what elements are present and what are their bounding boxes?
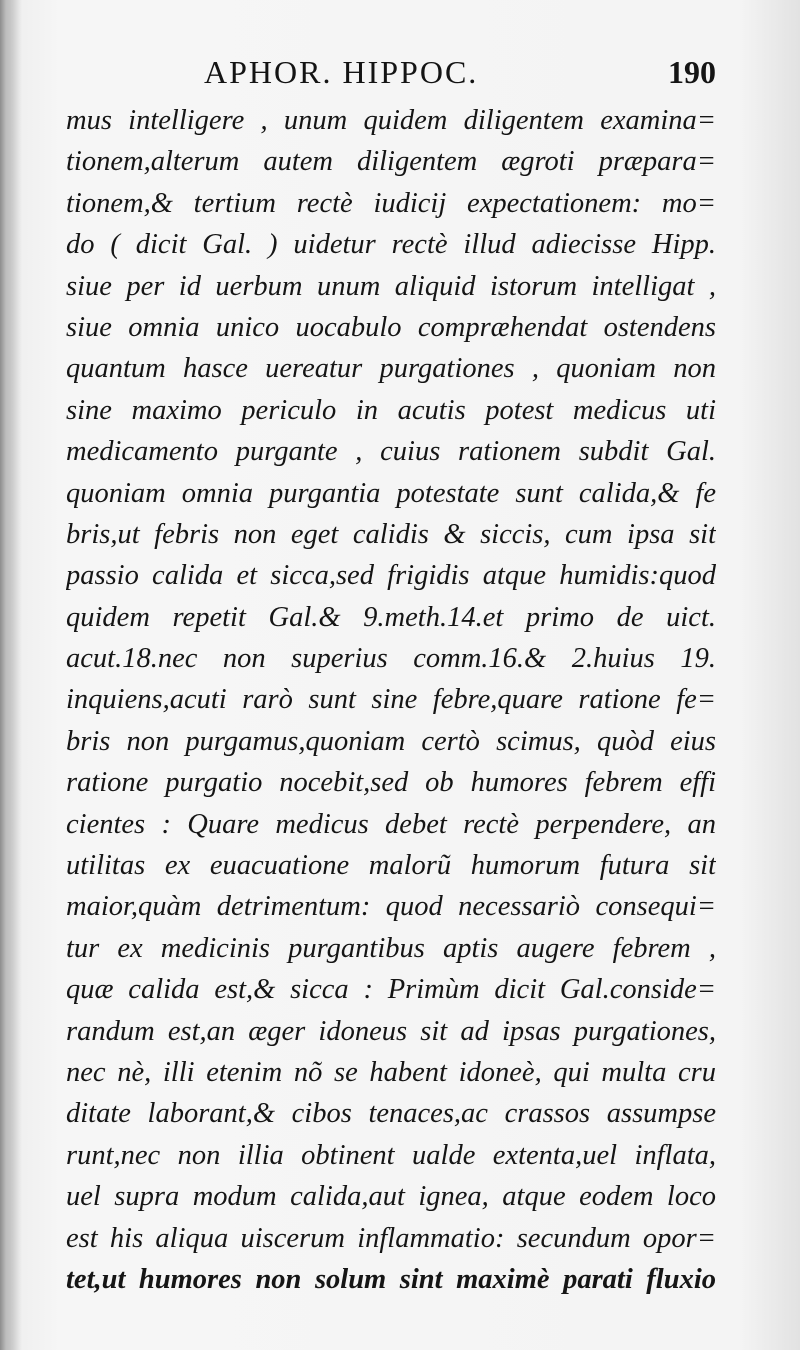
text-line: maior,quàm detrimentum: quod necessariò consequi= — [66, 891, 716, 923]
text-line: inquiens,acuti rarò sunt sine febre,quare ratione fe= — [66, 684, 716, 716]
text-line: ratione purgatio nocebit,sed ob humores febrem effi — [66, 767, 716, 799]
text-line: tionem,& tertium rectè iudicij expectationem: mo= — [66, 187, 716, 219]
text-line: bris,ut febris non eget calidis & siccis, cum ipsa sit — [66, 518, 716, 550]
text-line: ditate laborant,& cibos tenaces,ac crassos assumpse — [66, 1098, 716, 1130]
text-line: randum est,an æger idoneus sit ad ipsas purgationes, — [66, 1015, 716, 1047]
text-line: tionem,alterum autem diligentem ægroti præpara= — [66, 146, 716, 178]
text-line: acut.18.nec non superius comm.16.& 2.huius 19. — [66, 643, 716, 675]
text-line: tet,ut humores non solum sint maximè parati fluxio — [66, 1263, 716, 1295]
text-line: quantum hasce uereatur purgationes , quoniam non — [66, 353, 716, 385]
text-line: quidem repetit Gal.& 9.meth.14.et primo de uict. — [66, 601, 716, 633]
text-line: sine maximo periculo in acutis potest medicus uti — [66, 394, 716, 426]
binding-shadow — [0, 0, 22, 1350]
text-line: utilitas ex euacuatione malorũ humorum futura sit — [66, 850, 716, 882]
text-line: uel supra modum calida,aut ignea, atque eodem loco — [66, 1181, 716, 1213]
running-head: APHOR. HIPPOC. — [204, 54, 479, 90]
text-line: quoniam omnia purgantia potestate sunt calida,& fe — [66, 477, 716, 509]
text-line: cientes : Quare medicus debet rectè perpendere, an — [66, 808, 716, 840]
text-block — [66, 100, 716, 1300]
page-header — [66, 54, 716, 94]
text-line: quæ calida est,& sicca : Primùm dicit Gal.conside= — [66, 974, 716, 1006]
text-line: runt,nec non illia obtinent ualde extenta,uel inflata, — [66, 1139, 716, 1171]
page-number: 190 — [668, 54, 716, 90]
text-line: medicamento purgante , cuius rationem subdit Gal. — [66, 436, 716, 468]
text-line: tur ex medicinis purgantibus aptis augere febrem , — [66, 932, 716, 964]
text-line: do ( dicit Gal. ) uidetur rectè illud adiecisse Hipp. — [66, 229, 716, 261]
text-line: bris non purgamus,quoniam certò scimus, quòd eius — [66, 725, 716, 757]
text-line: passio calida et sicca,sed frigidis atque humidis:quod — [66, 560, 716, 592]
text-line: nec nè, illi etenim nõ se habent idoneè, qui multa cru — [66, 1056, 716, 1088]
text-line: est his aliqua uiscerum inflammatio: secundum opor= — [66, 1222, 716, 1254]
text-line: siue omnia unico uocabulo compræhendat ostendens — [66, 311, 716, 343]
text-line: mus intelligere , unum quidem diligentem examina= — [66, 105, 716, 136]
text-line: siue per id uerbum unum aliquid istorum intelligat , — [66, 270, 716, 302]
